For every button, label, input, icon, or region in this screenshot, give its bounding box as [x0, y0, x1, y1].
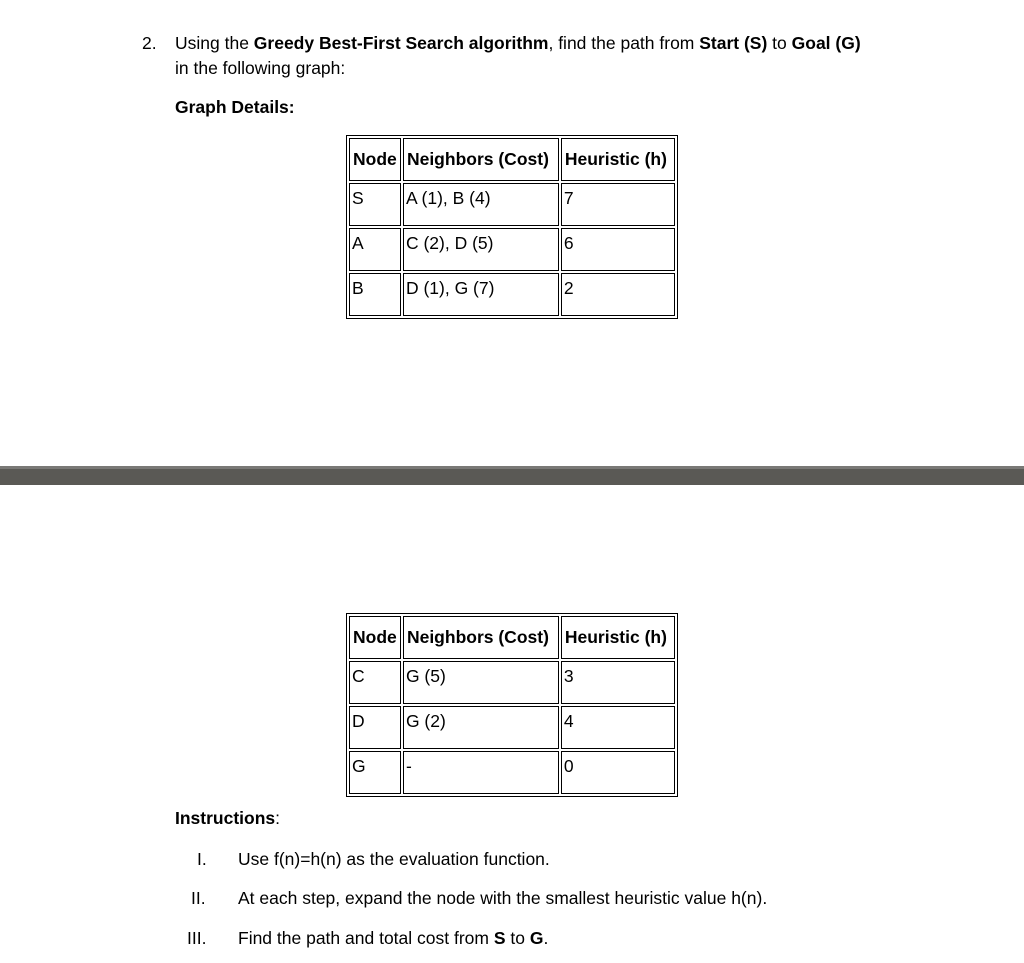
cell-neighbors: A (1), B (4): [403, 183, 559, 226]
page-divider: [0, 466, 1024, 485]
instruction-text: At each step, expand the node with the smallest heuristic value h(n).: [238, 888, 768, 908]
cell-neighbors: D (1), G (7): [403, 273, 559, 316]
table-row: [349, 751, 675, 794]
cell-neighbors: G (5): [403, 661, 559, 704]
header-neighbors: Neighbors (Cost): [403, 138, 559, 181]
cell-node: G: [349, 751, 401, 794]
header-heuristic: Heuristic (h): [561, 616, 675, 659]
table-header-row: [349, 616, 675, 659]
graph-table-1: [346, 135, 678, 319]
cell-neighbors: -: [403, 751, 559, 794]
instruction-text: Find the path and total cost from S to G.: [238, 928, 549, 948]
cell-heuristic: 6: [561, 228, 675, 271]
header-heuristic: Heuristic (h): [561, 138, 675, 181]
cell-node: C: [349, 661, 401, 704]
header-node: Node: [349, 138, 401, 181]
cell-heuristic: 7: [561, 183, 675, 226]
table-row: [349, 706, 675, 749]
cell-node: D: [349, 706, 401, 749]
question-line-1: Using the Greedy Best-First Search algorithm, find the path from Start (S) to Goal (G): [175, 33, 861, 53]
cell-heuristic: 0: [561, 751, 675, 794]
table-row: [349, 228, 675, 271]
instruction-number: I.: [197, 849, 207, 869]
cell-heuristic: 2: [561, 273, 675, 316]
graph-details-heading: Graph Details:: [175, 97, 295, 117]
cell-neighbors: G (2): [403, 706, 559, 749]
header-node: Node: [349, 616, 401, 659]
instruction-number: III.: [187, 928, 207, 948]
page-divider-shade: [0, 466, 1024, 469]
cell-neighbors: C (2), D (5): [403, 228, 559, 271]
table-row: [349, 273, 675, 316]
instruction-number: II.: [191, 888, 206, 908]
instructions-heading: Instructions:: [175, 808, 281, 828]
question-text: [175, 31, 935, 81]
graph-table-2: [346, 613, 678, 797]
instruction-text: Use f(n)=h(n) as the evaluation function.: [238, 849, 550, 869]
cell-heuristic: 3: [561, 661, 675, 704]
question-number: 2.: [142, 33, 157, 53]
table-row: [349, 661, 675, 704]
question-line-2: in the following graph:: [175, 58, 346, 78]
table-row: [349, 183, 675, 226]
cell-heuristic: 4: [561, 706, 675, 749]
cell-node: B: [349, 273, 401, 316]
table-header-row: [349, 138, 675, 181]
cell-node: A: [349, 228, 401, 271]
header-neighbors: Neighbors (Cost): [403, 616, 559, 659]
cell-node: S: [349, 183, 401, 226]
